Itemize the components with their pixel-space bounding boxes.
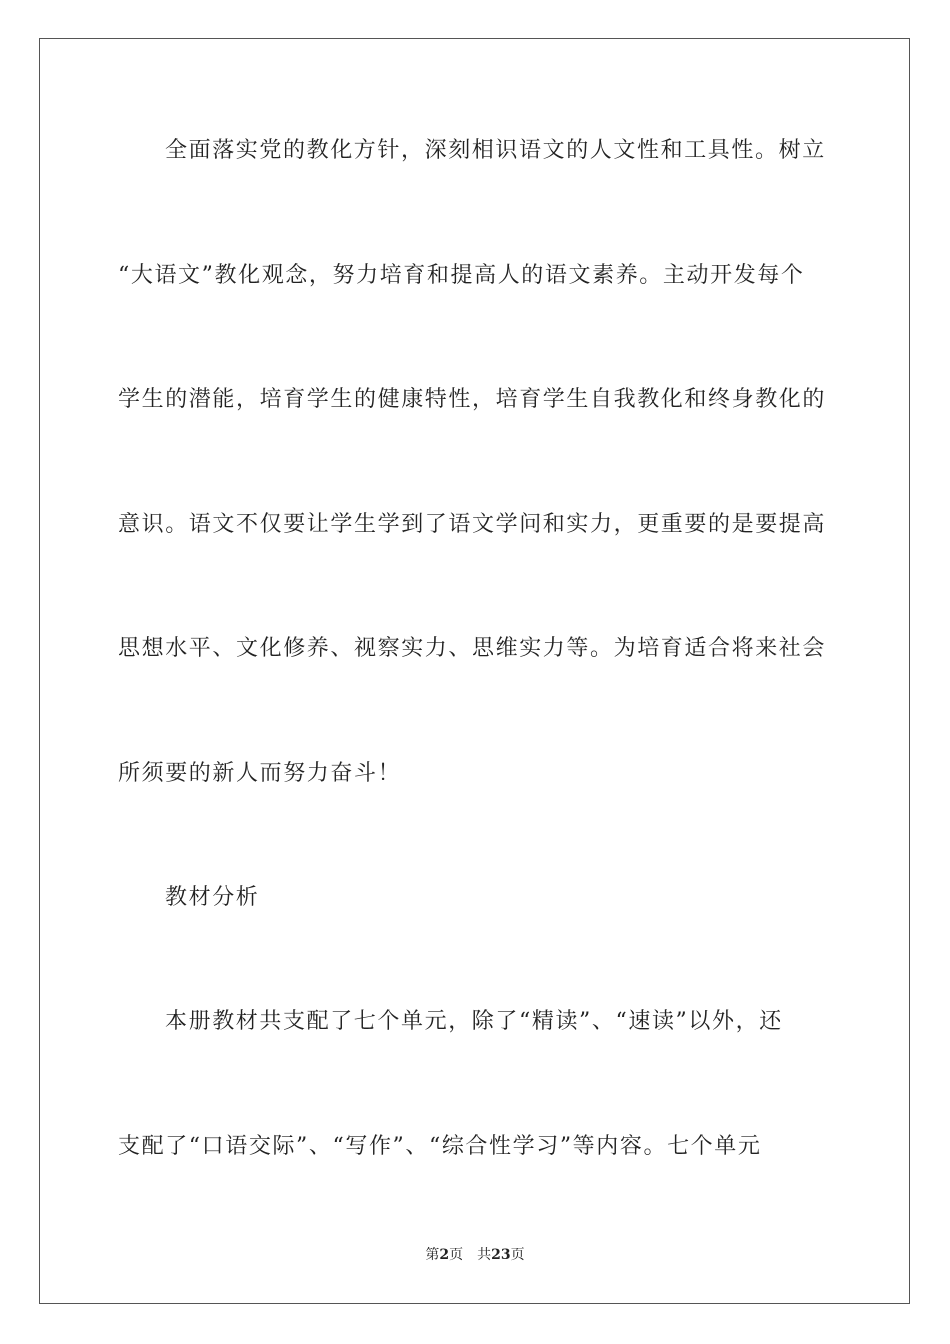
total-prefix: 共 bbox=[477, 1247, 492, 1263]
section-heading: 教材分析 bbox=[165, 885, 260, 910]
paragraph-line-7: 本册教材共支配了七个单元，除了“精读”、“速读”以外，还 bbox=[165, 1009, 783, 1034]
page-number: 2 bbox=[439, 1247, 450, 1263]
total-pages: 23 bbox=[491, 1247, 511, 1263]
paragraph-line-6: 所须要的新人而努力奋斗！ bbox=[118, 761, 402, 786]
page-prefix: 第 bbox=[425, 1247, 440, 1263]
page-footer bbox=[0, 1246, 950, 1264]
paragraph-line-1: 全面落实党的教化方针，深刻相识语文的人文性和工具性。树立 bbox=[165, 138, 826, 163]
page-suffix: 页 bbox=[449, 1247, 464, 1263]
paragraph-line-3: 学生的潜能，培育学生的健康特性，培育学生自我教化和终身教化的 bbox=[118, 387, 827, 412]
paragraph-line-4: 意识。语文不仅要让学生学到了语文学问和实力，更重要的是要提高 bbox=[118, 512, 827, 537]
paragraph-line-8: 支配了“口语交际”、“写作”、“综合性学习”等内容。七个单元 bbox=[118, 1134, 762, 1159]
page-frame bbox=[39, 38, 910, 1304]
paragraph-line-5: 思想水平、文化修养、视察实力、思维实力等。为培育适合将来社会 bbox=[118, 636, 827, 661]
paragraph-line-2: “大语文”教化观念，努力培育和提高人的语文素养。主动开发每个 bbox=[118, 263, 805, 288]
total-suffix: 页 bbox=[510, 1247, 525, 1263]
